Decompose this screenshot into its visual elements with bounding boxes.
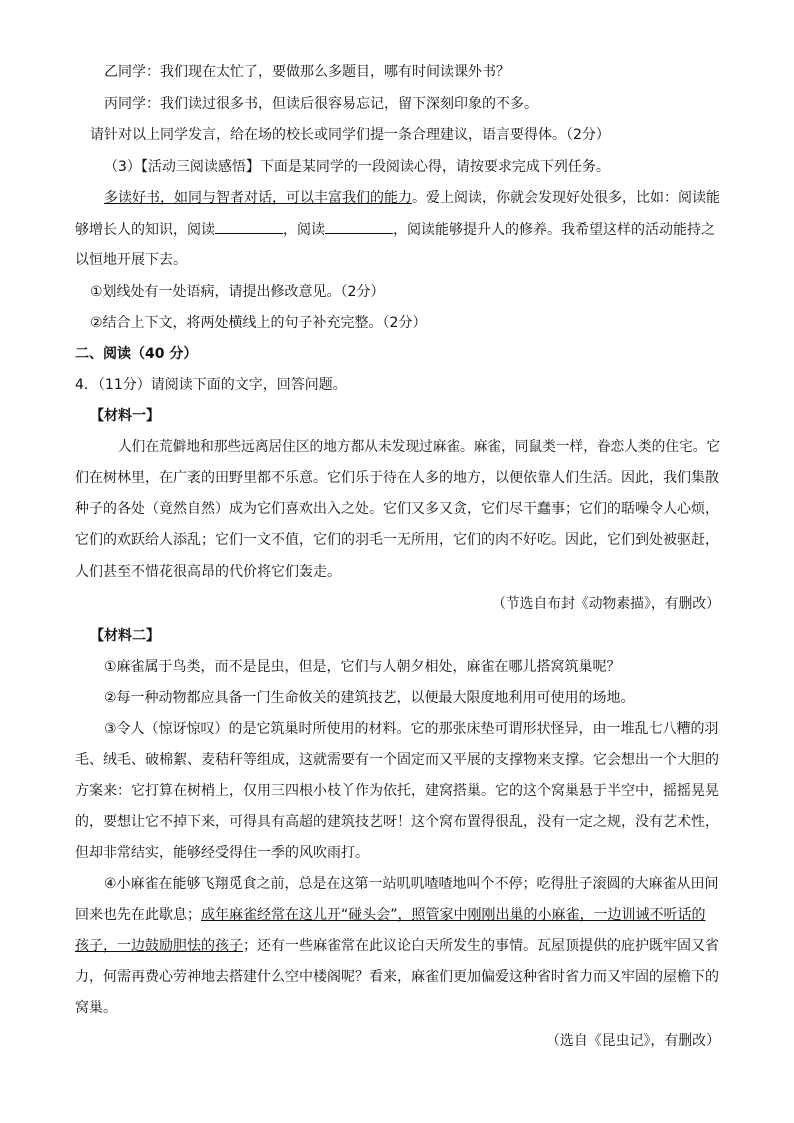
reading-note-line-1: 多读好书，如同与智者对话，可以丰富我们的能力。爱上阅读，你就会发现好处很多，比如：阅读能 — [104, 190, 720, 206]
question-4-prompt: 4．（11分）请阅读下面的文字，回答问题。 — [75, 377, 347, 393]
student-b-statement: 乙同学：我们现在太忙了，要做那么多题目，哪有时间读课外书？ — [104, 64, 510, 80]
material-two-para-3-line-3: 方案来：它打算在树梢上，仅用三四根小枝丫作为依托，建窝搭巢。它的这个窝巢悬于半空中，摇摇晃晃 — [75, 783, 719, 799]
material-one-line-3: 种子的各处（竟然自然）成为它们喜欢出入之处。它们又多又贪，它们尽干蠢事；它们的聒噪令人心烦， — [75, 501, 719, 517]
student-c-statement: 丙同学：我们读过很多书，但读后很容易忘记，留下深刻印象的不多。 — [104, 96, 538, 112]
material-two-source: （选自《昆虫记》，有删改） — [546, 1033, 721, 1049]
material-two-para-4-line-5: 窝巢。 — [75, 1000, 117, 1016]
material-two-heading: 【材料二】 — [90, 628, 160, 644]
underlined-sentence: 多读好书，如同与智者对话，可以丰富我们的能力 — [104, 190, 412, 206]
fill-blank-1[interactable] — [215, 219, 283, 234]
material-one-line-1: 人们在荒僻地和那些远离居住区的地方都从未发现过麻雀。麻雀，同鼠类一样，眷恋人类的住宅。它 — [118, 439, 721, 455]
material-two-para-3-line-4: 的，要想让它不掉下来，可得具有高超的建筑技艺呀！这个窝布置得很乱，没有一定之规，没有艺术性， — [75, 814, 719, 830]
material-one-line-5: 人们甚至不惜花很高昂的代价将它们轰走。 — [75, 564, 341, 580]
material-two-para-2: ②每一种动物都应具备一门生命攸关的建筑技艺，以便最大限度地利用可使用的场地。 — [104, 690, 635, 706]
material-one-line-2: 们在树林里，在广袤的田野里都不乐意。它们乐于待在人多的地方，以便依靠人们生活。因此，我们集散 — [75, 470, 719, 486]
material-two-para-4-line-2: 回来也先在此歇息；成年麻雀经常在这儿开“碰头会”，照管家中刚刚出巢的小麻雀，一边训诫不听话的 — [75, 907, 706, 923]
reading-note-line-3: 以恒地开展下去。 — [75, 252, 187, 268]
material-two-para-1: ①麻雀属于鸟类，而不是昆虫，但是，它们与人朝夕相处，麻雀在哪儿搭窝筑巢呢？ — [104, 659, 621, 675]
material-one-heading: 【材料一】 — [90, 408, 160, 424]
material-two-para-4-line-4: 力，何需再费心劳神地去搭建什么空中楼阁呢？看来，麻雀们更加偏爱这种省时省力而又牢固的屋檐下的 — [75, 969, 719, 985]
underlined-passage-part-1: 成年麻雀经常在这儿开“碰头会”，照管家中刚刚出巢的小麻雀，一边训诫不听话的 — [201, 907, 706, 923]
task-1: ①划线处有一处语病，请提出修改意见。（2分） — [90, 284, 385, 300]
section-two-heading: 二、阅读（40 分） — [75, 346, 198, 362]
material-two-para-4-line-3: 孩子，一边鼓励胆怯的孩子；还有一些麻雀常在此议论白天所发生的事情。瓦屋顶提供的庇护既牢固又省 — [75, 938, 719, 954]
material-one-source: （节选自布封《动物素描》，有删改） — [492, 596, 720, 612]
task-2: ②结合上下文，将两处横线上的句子补充完整。（2分） — [90, 315, 427, 331]
material-two-para-3-line-5: 但却非常结实，能够经受得住一季的风吹雨打。 — [75, 845, 369, 861]
material-two-para-3-line-1: ③令人（惊讶惊叹）的是它筑巢时所使用的材料。它的那张床垫可谓形状怪异，由一堆乱七八糟的羽 — [104, 721, 719, 737]
activity-three-heading: （3）【活动三阅读感悟】下面是某同学的一段阅读心得，请按要求完成下列任务。 — [104, 159, 610, 175]
material-one-line-4: 它们的欢跃给人添乱；它们一文不值，它们的羽毛一无所用，它们的肉不好吃。因此，它们到处被驱赶， — [75, 532, 719, 548]
material-two-para-3-line-2: 毛、绒毛、破棉絮、麦秸秆等组成，这就需要有一个固定而又平展的支撑物来支撑。它会想出一个大胆的 — [75, 752, 719, 768]
fill-blank-2[interactable] — [325, 219, 393, 234]
material-two-para-4-line-1: ④小麻雀在能够飞翔觅食之前，总是在这第一站叽叽喳喳地叫个不停；吃得肚子滚圆的大麻雀从田间 — [104, 876, 719, 892]
suggestion-task: 请针对以上同学发言，给在场的校长或同学们提一条合理建议，语言要得体。（2分） — [90, 127, 610, 143]
underlined-passage-part-2: 孩子，一边鼓励胆怯的孩子 — [75, 938, 243, 954]
reading-note-line-2: 够增长人的知识，阅读 ，阅读 ，阅读能够提升人的修养。我希望这样的活动能持之 — [75, 219, 715, 240]
